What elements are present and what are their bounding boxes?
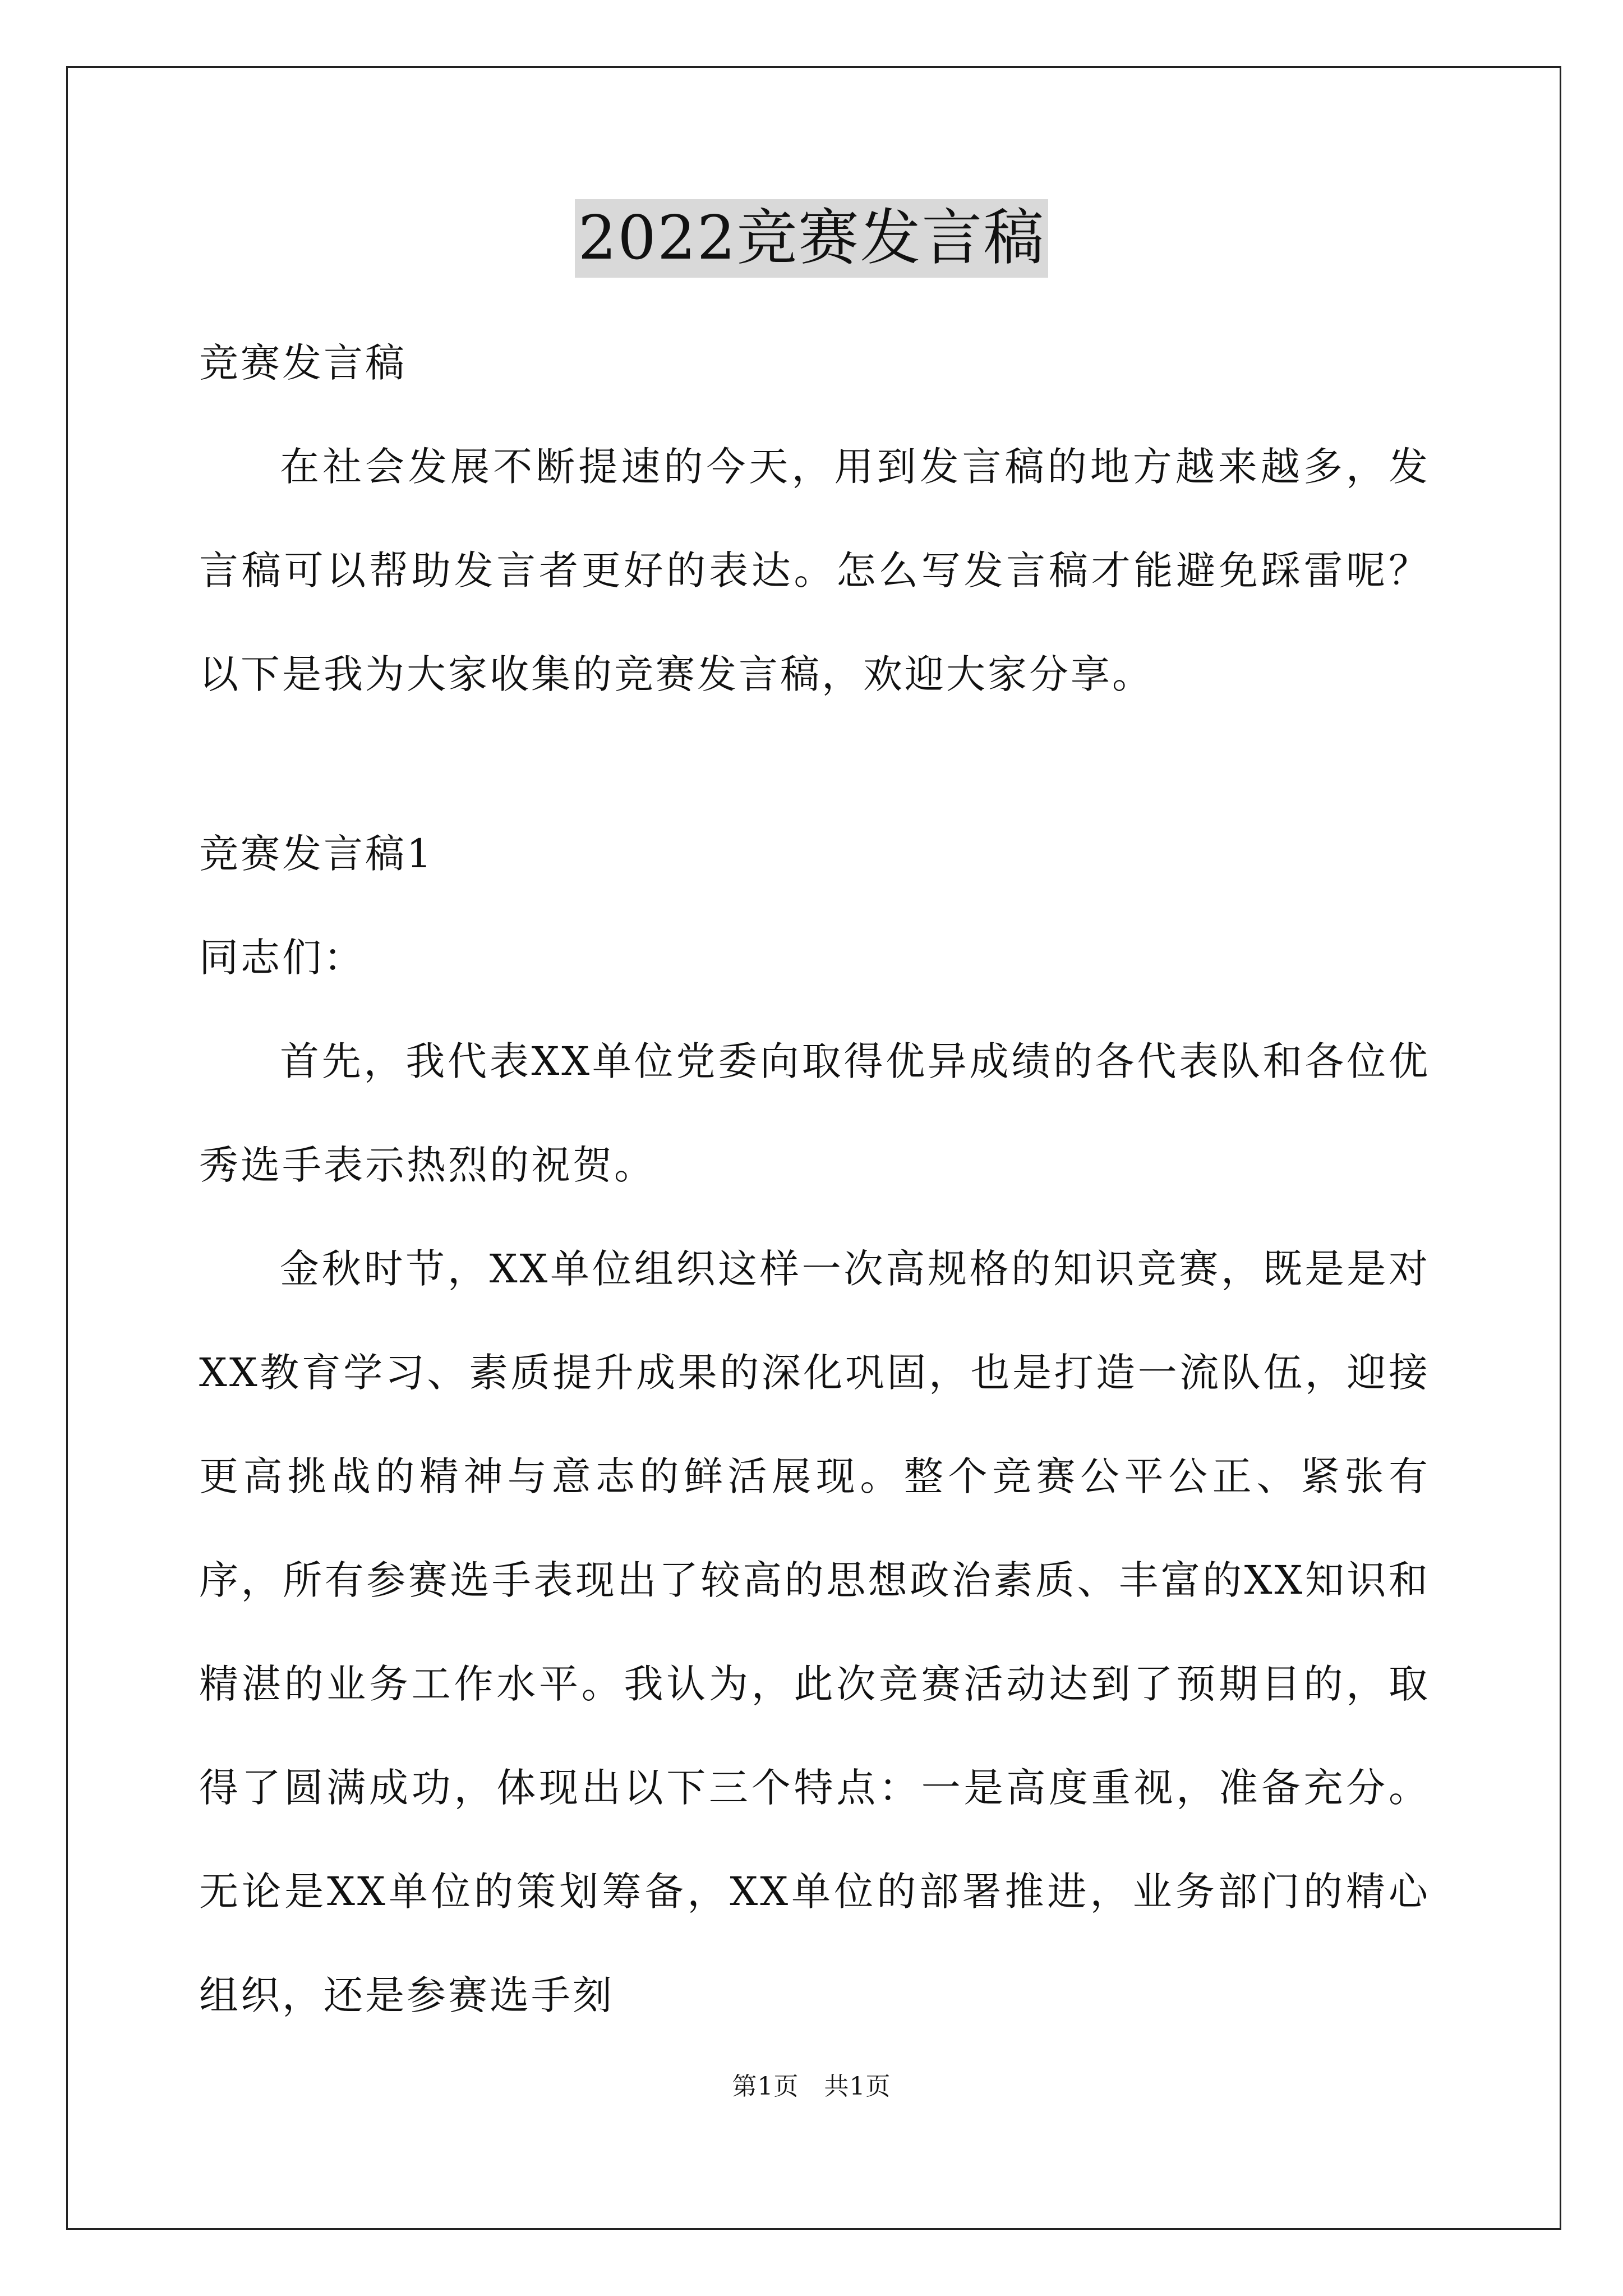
intro-paragraph: 在社会发展不断提速的今天，用到发言稿的地方越来越多，发言稿可以帮助发言者更好的表达。怎么写发言稿才能避免踩雷呢？以下是我为大家收集的竞赛发言稿，欢迎大家分享。 <box>199 444 1430 697</box>
speech-heading: 竞赛发言稿1 <box>199 831 434 877</box>
section-gap <box>199 726 1430 802</box>
section-heading: 竞赛发言稿 <box>199 340 407 386</box>
page-footer: 第1页 共1页 <box>732 2072 891 2101</box>
document-body <box>199 311 1430 2047</box>
document-title: 2022竞赛发言稿 <box>575 199 1049 278</box>
salutation: 同志们： <box>199 935 365 981</box>
title-container <box>0 199 1623 278</box>
body-paragraph: 首先，我代表XX单位党委向取得优异成绩的各代表队和各位优秀选手表示热烈的祝贺。 <box>199 1038 1430 1188</box>
body-paragraph: 金秋时节，XX单位组织这样一次高规格的知识竞赛，既是是对XX教育学习、素质提升成果的深化巩固，也是打造一流队伍，迎接更高挑战的精神与意志的鲜活展现。整个竞赛公平公正、紧张有序，所有参赛选手表现出了较高的思想政治素质、丰富的XX知识和精湛的业务工作水平。我认为，此次竞赛活动达到了预期目的，取得了圆满成功，体现出以下三个特点：一是高度重视，准备充分。无论是XX单位的策划筹备，XX单位的部署推进，业务部门的精心组织，还是参赛选手刻 <box>199 1246 1430 2018</box>
